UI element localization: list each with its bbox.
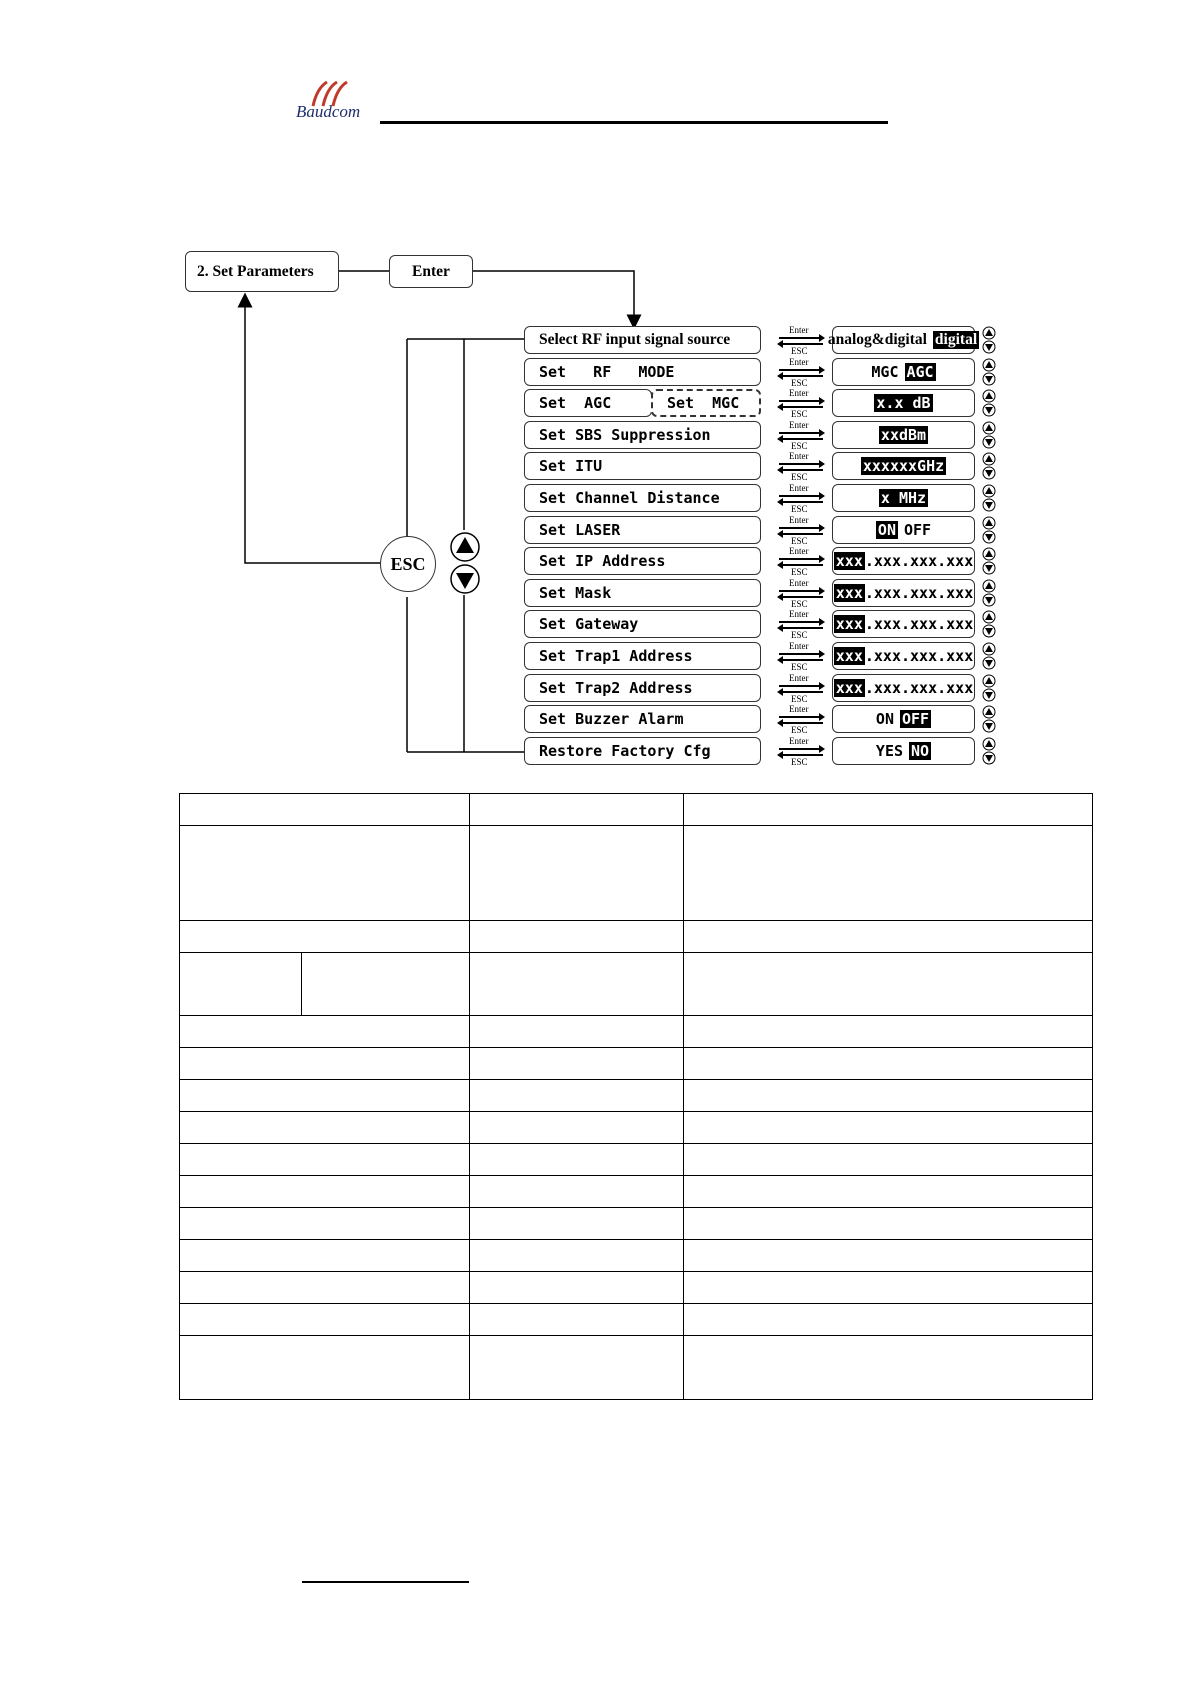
arrow-enter-label: Enter (789, 452, 809, 461)
menu-item-label[interactable]: Set Gateway (524, 610, 761, 638)
menu-item-value (832, 389, 975, 417)
table-row (180, 1112, 1093, 1144)
menu-item-label[interactable]: Set IP Address (524, 547, 761, 575)
brand-name: Baudcom (296, 102, 361, 121)
table-row (180, 953, 1093, 1016)
arrow-esc-label: ESC (791, 409, 808, 417)
selected-value: AGC (906, 363, 934, 381)
selected-value: xxx (835, 552, 863, 570)
menu-item-label[interactable]: Set Buzzer Alarm (524, 705, 761, 733)
up-down-indicator-icon (982, 674, 996, 702)
enter-esc-arrows-icon (775, 737, 827, 765)
selected-value: xxx (835, 679, 863, 697)
menu-item-label[interactable]: Restore Factory Cfg (524, 737, 761, 765)
menu-item-label[interactable]: Set Trap2 Address (524, 674, 761, 702)
up-down-indicator-icon (982, 579, 996, 607)
selected-value: xxxxxxGHz (862, 457, 945, 475)
selected-value: x.x dB (876, 394, 931, 412)
set-parameters-box: 2. Set Parameters (185, 251, 339, 292)
enter-esc-arrows-icon (775, 579, 827, 607)
value-option: OFF (903, 521, 932, 539)
arrow-esc-label: ESC (791, 378, 808, 386)
arrow-esc-label: ESC (791, 599, 808, 607)
menu-item-value (832, 452, 975, 480)
arrow-esc-label: ESC (791, 536, 808, 544)
menu-item-label[interactable]: Set Trap1 Address (524, 642, 761, 670)
table-row (180, 1144, 1093, 1176)
arrow-esc-label: ESC (791, 472, 808, 480)
enter-button[interactable]: Enter (389, 255, 473, 288)
menu-item-label[interactable]: Set RF MODE (524, 358, 761, 386)
menu-item-label[interactable]: Set AGC (524, 389, 652, 417)
menu-item-label[interactable]: Set SBS Suppression (524, 421, 761, 449)
menu-item-value (832, 516, 975, 544)
table-row (180, 794, 1093, 826)
menu-item-value (832, 579, 975, 607)
enter-esc-arrows-icon (775, 389, 827, 417)
table-row (180, 1080, 1093, 1112)
menu-item-value (832, 547, 975, 575)
selected-value: xxdBm (880, 426, 927, 444)
up-down-indicator-icon (982, 358, 996, 386)
table-row (180, 921, 1093, 953)
up-down-indicator-icon (982, 737, 996, 765)
value-option: .xxx.xxx.xxx (864, 615, 974, 633)
arrow-esc-label: ESC (791, 757, 808, 765)
table-row (180, 1240, 1093, 1272)
enter-esc-arrows-icon (775, 674, 827, 702)
arrow-esc-label: ESC (791, 630, 808, 638)
arrow-esc-label: ESC (791, 504, 808, 512)
enter-esc-arrows-icon (775, 705, 827, 733)
arrow-esc-label: ESC (791, 567, 808, 575)
table-row (180, 1176, 1093, 1208)
enter-esc-arrows-icon (775, 452, 827, 480)
value-option: .xxx.xxx.xxx (864, 647, 974, 665)
arrow-enter-label: Enter (789, 705, 809, 714)
table-row (180, 1208, 1093, 1240)
enter-esc-arrows-icon (775, 547, 827, 575)
arrow-esc-label: ESC (791, 346, 808, 354)
value-option: ON (875, 710, 894, 728)
selected-value: NO (911, 742, 930, 760)
selected-value: x MHz (880, 489, 927, 507)
menu-item-label[interactable]: Set Channel Distance (524, 484, 761, 512)
selected-value: ON (877, 521, 896, 539)
arrow-enter-label: Enter (789, 516, 809, 525)
esc-button[interactable]: ESC (380, 536, 436, 592)
menu-item-value (832, 705, 975, 733)
selected-value: xxx (835, 615, 863, 633)
menu-item-label[interactable]: Set Mask (524, 579, 761, 607)
up-down-indicator-icon (982, 421, 996, 449)
arrow-esc-label: ESC (791, 725, 808, 733)
value-option: .xxx.xxx.xxx (864, 552, 974, 570)
menu-item-sub-label[interactable]: Set MGC (651, 389, 761, 417)
arrow-enter-label: Enter (789, 326, 809, 335)
arrow-enter-label: Enter (789, 358, 809, 367)
arrow-enter-label: Enter (789, 642, 809, 651)
table-row (180, 826, 1093, 921)
table-row (180, 1048, 1093, 1080)
menu-item-value (832, 737, 975, 765)
up-down-indicator-icon (982, 516, 996, 544)
table-row (180, 1016, 1093, 1048)
value-option: MGC (871, 363, 899, 381)
enter-esc-arrows-icon (775, 610, 827, 638)
up-down-indicator-icon (982, 484, 996, 512)
menu-item-value (832, 484, 975, 512)
up-arrow-icon[interactable] (451, 533, 479, 561)
up-down-buttons (449, 531, 481, 595)
menu-item-value (832, 642, 975, 670)
menu-item-value (832, 421, 975, 449)
selected-value: xxx (835, 647, 863, 665)
enter-esc-arrows-icon (775, 516, 827, 544)
enter-esc-arrows-icon (775, 358, 827, 386)
parameter-table (179, 793, 1093, 1400)
menu-item-value (832, 358, 975, 386)
menu-item-label[interactable]: Set ITU (524, 452, 761, 480)
arrow-enter-label: Enter (789, 579, 809, 588)
arrow-enter-label: Enter (789, 421, 809, 430)
value-option: analog&digital (827, 331, 927, 348)
arrow-enter-label: Enter (789, 674, 809, 683)
menu-item-value (832, 610, 975, 638)
up-down-indicator-icon (982, 547, 996, 575)
value-option: YES (875, 742, 904, 760)
footer-rule (302, 1581, 469, 1583)
arrow-enter-label: Enter (789, 389, 809, 398)
arrow-enter-label: Enter (789, 610, 809, 619)
up-down-indicator-icon (982, 326, 996, 354)
arrow-esc-label: ESC (791, 441, 808, 449)
selected-value: OFF (901, 710, 930, 728)
selected-value: digital (934, 331, 978, 348)
enter-esc-arrows-icon (775, 326, 827, 354)
arrow-enter-label: Enter (789, 737, 809, 746)
up-down-indicator-icon (982, 452, 996, 480)
down-arrow-icon[interactable] (451, 565, 479, 593)
value-option: .xxx.xxx.xxx (864, 584, 974, 602)
up-down-indicator-icon (982, 642, 996, 670)
enter-esc-arrows-icon (775, 421, 827, 449)
arrow-enter-label: Enter (789, 484, 809, 493)
menu-item-label[interactable]: Set LASER (524, 516, 761, 544)
table-row (180, 1272, 1093, 1304)
selected-value: xxx (835, 584, 863, 602)
arrow-esc-label: ESC (791, 694, 808, 702)
table-row (180, 1336, 1093, 1400)
enter-esc-arrows-icon (775, 642, 827, 670)
up-down-indicator-icon (982, 389, 996, 417)
menu-item-value (832, 674, 975, 702)
value-option: .xxx.xxx.xxx (864, 679, 974, 697)
menu-item-value (827, 326, 978, 354)
table-row (180, 1304, 1093, 1336)
arrow-enter-label: Enter (789, 547, 809, 556)
up-down-indicator-icon (982, 705, 996, 733)
enter-esc-arrows-icon (775, 484, 827, 512)
menu-item-label[interactable]: Select RF input signal source (524, 326, 761, 354)
up-down-indicator-icon (982, 610, 996, 638)
arrow-esc-label: ESC (791, 662, 808, 670)
